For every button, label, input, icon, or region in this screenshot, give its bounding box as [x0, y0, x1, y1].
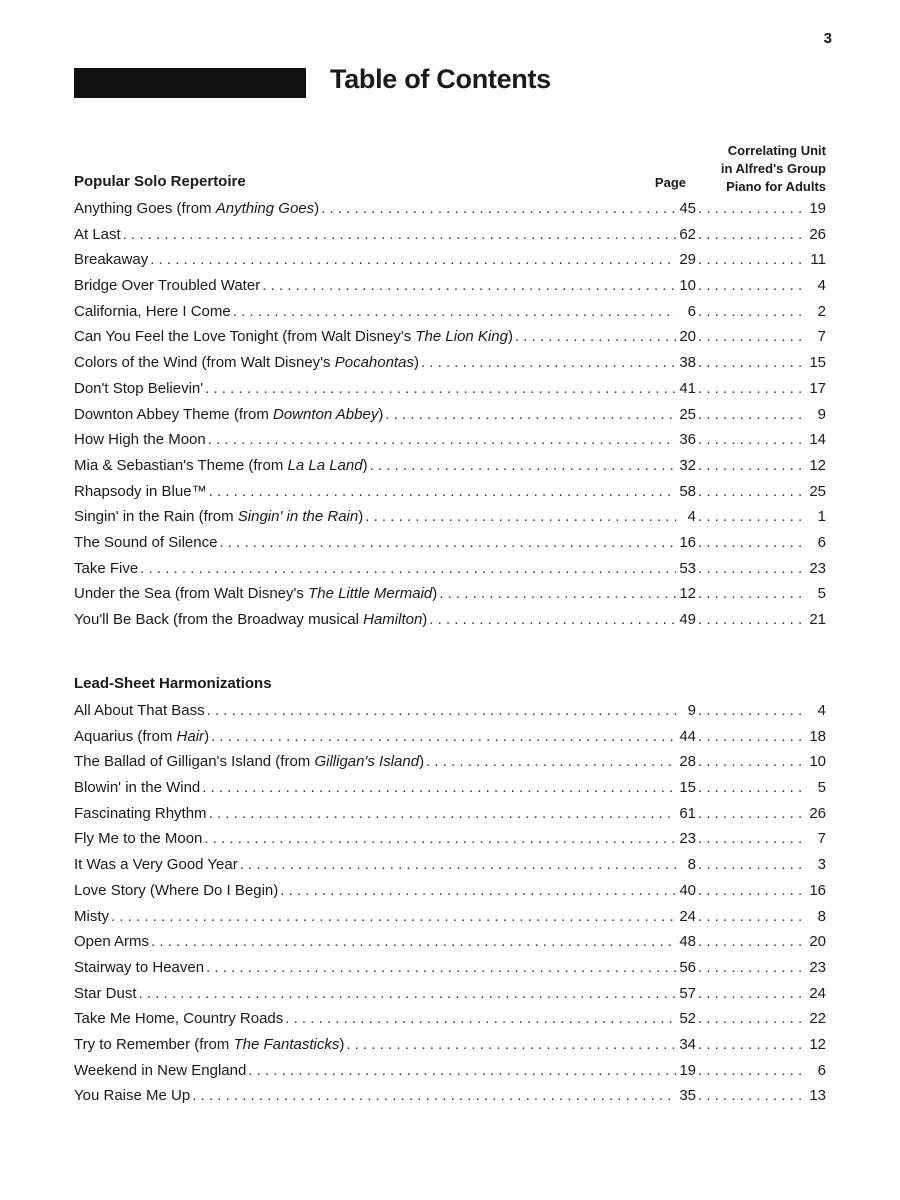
- dot-leader: [200, 775, 676, 801]
- dot-leader: [205, 698, 676, 724]
- dot-leader: [696, 878, 804, 904]
- entry-title: [74, 376, 203, 402]
- toc-entry[interactable]: [74, 222, 826, 248]
- entry-page-number: 8: [687, 856, 696, 874]
- entry-title-suffix: ): [362, 456, 368, 474]
- entry-title: [74, 196, 319, 222]
- toc-entry[interactable]: [74, 607, 826, 633]
- entry-title-suffix: ): [314, 200, 320, 217]
- entry-title-text: Under the Sea (from Walt Disney's: [74, 585, 309, 603]
- entry-unit-number: 10: [809, 753, 826, 771]
- dot-leader: [190, 1083, 676, 1109]
- entry-title-suffix: ): [507, 328, 513, 346]
- dot-leader: [696, 196, 804, 222]
- entry-page-number: 23: [679, 830, 696, 848]
- dot-leader: [696, 581, 804, 607]
- entry-title-work: The Fantasticks: [233, 1035, 340, 1053]
- dot-leader: [202, 826, 676, 852]
- entry-title-work: Anything Goes: [215, 200, 315, 217]
- entry-title: [74, 453, 368, 479]
- dot-leader: [209, 724, 676, 750]
- toc-entry[interactable]: [74, 530, 826, 556]
- entry-title: [74, 350, 419, 376]
- entry-title-work: The Lion King: [415, 328, 508, 346]
- page-title: Table of Contents: [330, 64, 551, 94]
- entry-page-number: 35: [679, 1087, 696, 1105]
- entry-title-text: Can You Feel the Love Tonight (from Walt Disney's: [74, 328, 416, 346]
- entry-title-work: Downton Abbey: [272, 405, 379, 423]
- toc-entry[interactable]: [74, 247, 826, 273]
- section-popular-solo-repertoire: [74, 172, 826, 633]
- entry-title-text: Star Dust: [74, 984, 137, 1002]
- toc-entry[interactable]: [74, 299, 826, 325]
- toc-entry[interactable]: [74, 504, 826, 530]
- entry-title: [74, 479, 207, 505]
- section-lead-sheet-harmonizations: [74, 674, 826, 1109]
- toc-entry[interactable]: [74, 749, 826, 775]
- dot-leader: [513, 324, 676, 350]
- toc-entry[interactable]: [74, 801, 826, 827]
- entry-unit-number: 1: [817, 508, 826, 526]
- toc-entry[interactable]: [74, 1058, 826, 1084]
- entry-page-number: 28: [679, 753, 696, 771]
- entry-title: [74, 775, 200, 801]
- entry-page-number: 32: [679, 456, 696, 474]
- dot-leader: [696, 801, 804, 827]
- toc-entry[interactable]: [74, 852, 826, 878]
- entry-title-text: You Raise Me Up: [74, 1087, 191, 1105]
- entry-title-text: Take Me Home, Country Roads: [74, 1010, 284, 1028]
- toc-entry[interactable]: [74, 698, 826, 724]
- dot-leader: [344, 1032, 676, 1058]
- entry-page-number: 38: [679, 354, 696, 372]
- entry-title: [74, 581, 437, 607]
- toc-entry[interactable]: [74, 904, 826, 930]
- entry-unit-number: 8: [817, 907, 826, 925]
- section-heading: Popular Solo Repertoire: [74, 173, 246, 190]
- entry-title-text: Love Story (Where Do I Begin): [74, 881, 279, 899]
- dot-leader: [278, 878, 676, 904]
- dot-leader: [427, 607, 676, 633]
- entry-page-number: 29: [679, 251, 696, 269]
- toc-entry[interactable]: [74, 878, 826, 904]
- dot-leader: [696, 273, 804, 299]
- dot-leader: [138, 556, 676, 582]
- dot-leader: [238, 852, 676, 878]
- entry-title-suffix: ): [358, 508, 364, 526]
- toc-entry[interactable]: [74, 324, 826, 350]
- entry-page-number: 44: [679, 727, 696, 745]
- entry-title-text: Fascinating Rhythm: [74, 804, 207, 822]
- dot-leader: [109, 904, 676, 930]
- entry-unit-number: 12: [809, 1035, 826, 1053]
- toc-entry[interactable]: [74, 581, 826, 607]
- dot-leader: [696, 1058, 804, 1084]
- entry-title: [74, 324, 513, 350]
- entry-unit-number: 11: [810, 251, 826, 269]
- entry-title: [74, 299, 231, 325]
- entry-title-text: Singin' in the Rain (from: [74, 508, 238, 526]
- dot-leader: [696, 775, 804, 801]
- entry-unit-number: 4: [817, 277, 826, 295]
- entry-page-number: 53: [679, 559, 696, 577]
- entry-title: [74, 427, 206, 453]
- entry-title-text: You'll Be Back (from the Broadway musical: [74, 611, 364, 628]
- entry-title-suffix: ): [419, 753, 425, 771]
- entry-title-text: California, Here I Come: [74, 302, 231, 320]
- entry-page-number: 36: [679, 431, 696, 449]
- dot-leader: [696, 504, 804, 530]
- toc-entry[interactable]: [74, 775, 826, 801]
- entry-unit-number: 20: [809, 933, 826, 951]
- entry-title-work: Pocahontas: [334, 354, 414, 372]
- dot-leader: [696, 904, 804, 930]
- entry-title-text: Don't Stop Believin': [74, 379, 204, 397]
- dot-leader: [203, 376, 676, 402]
- entry-unit-number: 26: [809, 804, 826, 822]
- entry-page-number: 16: [679, 533, 696, 551]
- dot-leader: [424, 749, 676, 775]
- entry-title: [74, 607, 427, 633]
- entry-unit-number: 15: [809, 354, 826, 372]
- entry-title: [74, 222, 121, 248]
- entry-title: [74, 955, 204, 981]
- dot-leader: [696, 402, 804, 428]
- entry-unit-number: 2: [817, 302, 826, 320]
- entry-unit-number: 21: [809, 611, 826, 628]
- entry-page-number: 40: [679, 881, 696, 899]
- entry-unit-number: 5: [817, 585, 826, 603]
- dot-leader: [121, 222, 676, 248]
- dot-leader: [696, 852, 804, 878]
- entry-unit-number: 19: [809, 200, 826, 217]
- entry-title: [74, 1058, 246, 1084]
- entry-title-text: Anything Goes (from: [74, 200, 216, 217]
- dot-leader: [260, 273, 676, 299]
- dot-leader: [419, 350, 676, 376]
- entry-page-number: 6: [687, 302, 696, 320]
- entry-unit-number: 18: [809, 727, 826, 745]
- toc-entry[interactable]: [74, 556, 826, 582]
- dot-leader: [696, 724, 804, 750]
- entry-title: [74, 402, 383, 428]
- entry-title: [74, 273, 260, 299]
- entry-page-number: 61: [679, 804, 696, 822]
- toc-entry[interactable]: [74, 350, 826, 376]
- entry-title-text: Colors of the Wind (from Walt Disney's: [74, 354, 335, 372]
- entry-title: [74, 556, 138, 582]
- unit-header-line: Correlating Unit: [727, 143, 826, 158]
- entry-title: [74, 1006, 283, 1032]
- dot-leader: [696, 955, 804, 981]
- entry-page-number: 24: [679, 907, 696, 925]
- toc-entry[interactable]: [74, 826, 826, 852]
- entry-unit-number: 12: [809, 456, 826, 474]
- dot-leader: [246, 1058, 676, 1084]
- entry-title-text: Breakaway: [74, 251, 149, 269]
- entry-title-suffix: ): [422, 611, 428, 628]
- entry-title-work: Gilligan's Island: [314, 753, 420, 771]
- entry-page-number: 49: [679, 611, 696, 628]
- entry-title-suffix: ): [204, 727, 210, 745]
- dot-leader: [437, 581, 676, 607]
- entry-title-text: Rhapsody in Blue™: [74, 482, 207, 500]
- dot-leader: [137, 981, 676, 1007]
- entry-unit-number: 17: [809, 379, 826, 397]
- toc-entry[interactable]: [74, 724, 826, 750]
- entry-page-number: 41: [679, 379, 696, 397]
- entry-page-number: 4: [687, 508, 696, 526]
- dot-leader: [696, 427, 804, 453]
- entry-title: [74, 878, 278, 904]
- title-bar-decoration: [74, 68, 306, 98]
- entry-title-text: Stairway to Heaven: [74, 958, 205, 976]
- entry-unit-number: 25: [809, 482, 826, 500]
- dot-leader: [696, 698, 804, 724]
- entry-title-work: Singin' in the Rain: [237, 508, 359, 526]
- entry-title: [74, 530, 217, 556]
- entry-title-text: The Ballad of Gilligan's Island (from: [74, 753, 315, 771]
- entry-page-number: 25: [679, 405, 696, 423]
- entry-title-text: Aquarius (from: [74, 727, 177, 745]
- entry-title: [74, 247, 148, 273]
- entry-unit-number: 26: [809, 225, 826, 243]
- dot-leader: [149, 929, 676, 955]
- dot-leader: [283, 1006, 676, 1032]
- entry-title-text: Misty: [74, 907, 109, 925]
- page-number: 3: [823, 30, 832, 47]
- entry-title-suffix: ): [378, 405, 384, 423]
- dot-leader: [696, 826, 804, 852]
- entry-page-number: 62: [679, 225, 696, 243]
- dot-leader: [368, 453, 676, 479]
- dot-leader: [696, 607, 804, 633]
- entry-title-text: Fly Me to the Moon: [74, 830, 203, 848]
- dot-leader: [204, 955, 676, 981]
- entry-page-number: 19: [679, 1061, 696, 1079]
- unit-header-line: in Alfred's Group: [720, 161, 826, 176]
- entry-unit-number: 14: [809, 431, 826, 449]
- entry-unit-number: 13: [809, 1087, 826, 1105]
- entry-title-text: Downton Abbey Theme (from: [74, 405, 273, 423]
- dot-leader: [696, 222, 804, 248]
- entry-unit-number: 16: [809, 881, 826, 899]
- entry-title-text: All About That Bass: [74, 702, 205, 719]
- entry-title-work: La La Land: [287, 456, 363, 474]
- entry-unit-number: 5: [817, 779, 826, 797]
- entry-unit-number: 6: [817, 533, 826, 551]
- entry-title-text: Try to Remember (from: [74, 1035, 234, 1053]
- toc-entry[interactable]: [74, 1006, 826, 1032]
- entry-title-text: The Sound of Silence: [74, 533, 218, 551]
- dot-leader: [696, 530, 804, 556]
- entry-title: [74, 929, 149, 955]
- entry-page-number: 20: [679, 328, 696, 346]
- entry-unit-number: 22: [809, 1010, 826, 1028]
- dot-leader: [696, 453, 804, 479]
- dot-leader: [148, 247, 676, 273]
- entry-unit-number: 3: [817, 856, 826, 874]
- toc-entry[interactable]: [74, 1032, 826, 1058]
- entry-title-text: Open Arms: [74, 933, 150, 951]
- entry-page-number: 52: [679, 1010, 696, 1028]
- entry-title-work: Hair: [176, 727, 205, 745]
- entry-page-number: 56: [679, 958, 696, 976]
- dot-leader: [696, 1032, 804, 1058]
- toc-entry[interactable]: [74, 479, 826, 505]
- dot-leader: [383, 402, 676, 428]
- entry-title: [74, 504, 363, 530]
- dot-leader: [696, 324, 804, 350]
- entry-title: [74, 1083, 190, 1109]
- entry-title: [74, 749, 424, 775]
- dot-leader: [696, 376, 804, 402]
- dot-leader: [696, 247, 804, 273]
- entry-title-suffix: ): [432, 585, 438, 603]
- dot-leader: [319, 196, 676, 222]
- dot-leader: [696, 929, 804, 955]
- entry-page-number: 45: [679, 200, 696, 217]
- entry-title: [74, 801, 207, 827]
- dot-leader: [696, 299, 804, 325]
- dot-leader: [217, 530, 676, 556]
- entry-title: [74, 826, 202, 852]
- dot-leader: [363, 504, 676, 530]
- toc-entry[interactable]: [74, 453, 826, 479]
- entry-title: [74, 981, 137, 1007]
- entry-unit-number: 7: [817, 328, 826, 346]
- dot-leader: [696, 1083, 804, 1109]
- dot-leader: [696, 981, 804, 1007]
- dot-leader: [696, 556, 804, 582]
- entry-title-text: It Was a Very Good Year: [74, 856, 238, 874]
- entry-unit-number: 7: [817, 830, 826, 848]
- entry-title-suffix: ): [413, 354, 419, 372]
- toc-entry[interactable]: [74, 1083, 826, 1109]
- dot-leader: [696, 350, 804, 376]
- entry-unit-number: 9: [817, 405, 826, 423]
- entry-unit-number: 24: [809, 984, 826, 1002]
- entry-title-text: Bridge Over Troubled Water: [74, 277, 261, 295]
- entry-title-text: Blowin' in the Wind: [74, 779, 201, 797]
- entry-title-suffix: ): [339, 1035, 345, 1053]
- dot-leader: [206, 427, 676, 453]
- unit-header-line: Piano for Adults: [726, 179, 826, 194]
- entry-page-number: 34: [679, 1035, 696, 1053]
- entry-title-text: How High the Moon: [74, 431, 206, 449]
- entry-page-number: 57: [679, 984, 696, 1002]
- entry-page-number: 15: [679, 779, 696, 797]
- entry-title-work: Hamilton: [363, 611, 423, 628]
- entry-title: [74, 1032, 344, 1058]
- entry-title-text: Take Five: [74, 559, 139, 577]
- dot-leader: [696, 479, 804, 505]
- dot-leader: [231, 299, 676, 325]
- entry-title-work: The Little Mermaid: [308, 585, 433, 603]
- entry-title: [74, 852, 238, 878]
- entry-unit-number: 23: [809, 559, 826, 577]
- toc-entry[interactable]: [74, 196, 826, 222]
- page-column-header: Page: [654, 175, 686, 190]
- dot-leader: [207, 801, 676, 827]
- entry-page-number: 12: [679, 585, 696, 603]
- entry-title-text: Mia & Sebastian's Theme (from: [74, 456, 288, 474]
- dot-leader: [207, 479, 676, 505]
- toc-entry[interactable]: [74, 929, 826, 955]
- toc-entry[interactable]: [74, 981, 826, 1007]
- toc-entry[interactable]: [74, 955, 826, 981]
- toc-entry[interactable]: [74, 402, 826, 428]
- toc-entry[interactable]: [74, 273, 826, 299]
- entry-title-text: Weekend in New England: [74, 1061, 247, 1079]
- toc-entry[interactable]: [74, 427, 826, 453]
- entry-title: [74, 698, 205, 724]
- entry-page-number: 48: [679, 933, 696, 951]
- entry-unit-number: 6: [817, 1061, 826, 1079]
- entry-unit-number: 4: [817, 702, 826, 719]
- entry-title-text: At Last: [74, 225, 121, 243]
- entry-page-number: 58: [679, 482, 696, 500]
- entry-unit-number: 23: [809, 958, 826, 976]
- entry-page-number: 9: [687, 702, 696, 719]
- entry-title: [74, 724, 209, 750]
- dot-leader: [696, 749, 804, 775]
- dot-leader: [696, 1006, 804, 1032]
- section-heading: Lead-Sheet Harmonizations: [74, 675, 272, 692]
- entry-title: [74, 904, 109, 930]
- toc-entry[interactable]: [74, 376, 826, 402]
- entry-page-number: 10: [679, 277, 696, 295]
